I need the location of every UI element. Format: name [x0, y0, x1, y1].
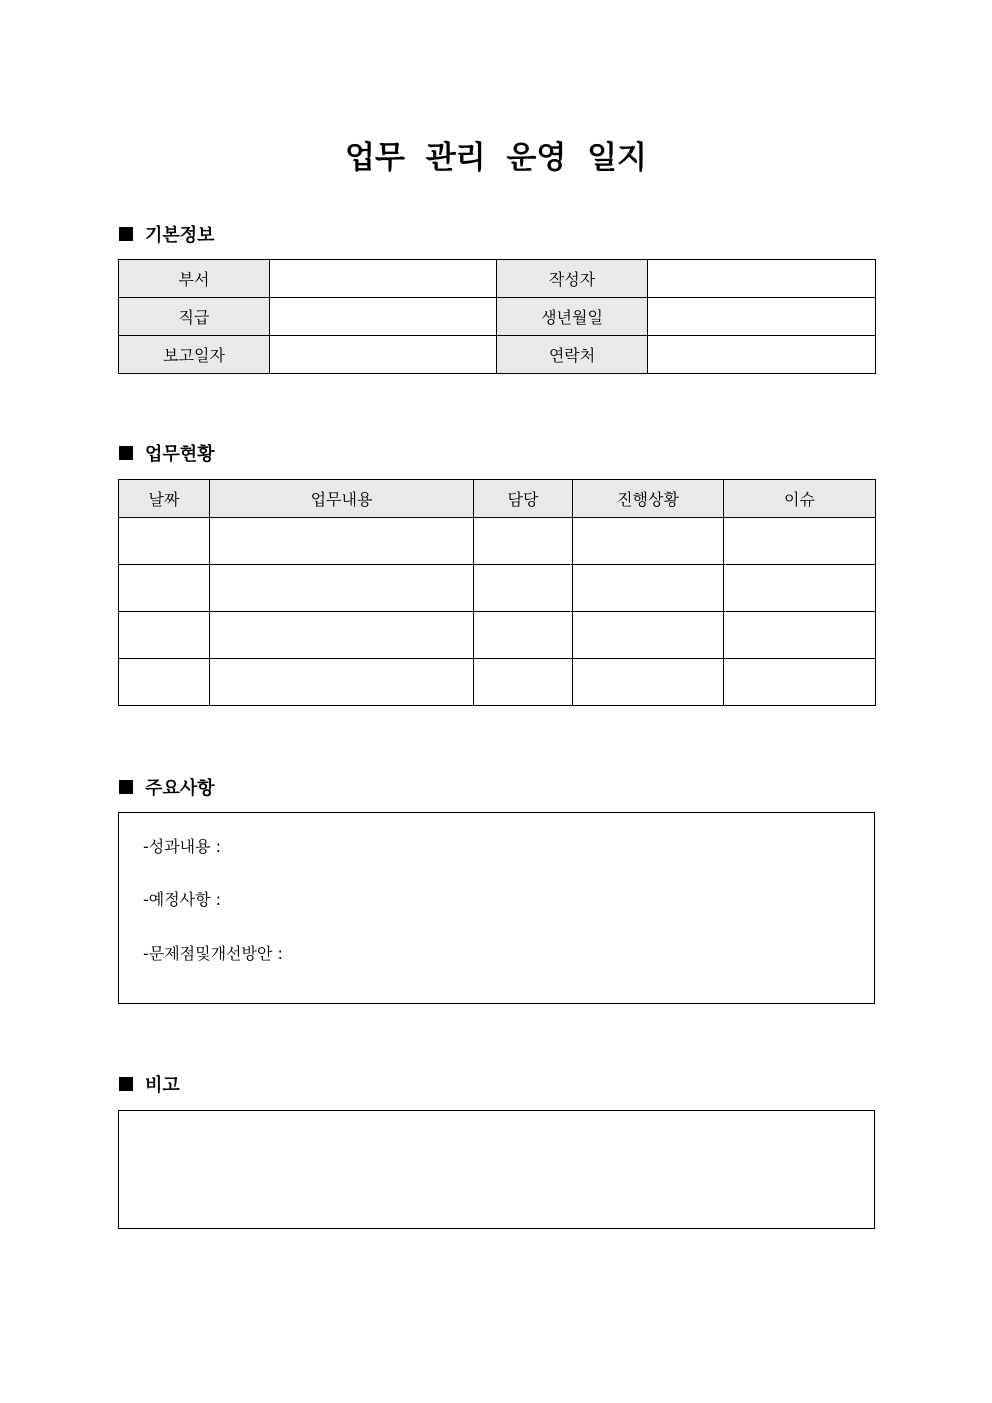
table-cell[interactable] — [119, 612, 210, 659]
department-label: 부서 — [119, 260, 270, 298]
basic-info-heading — [119, 221, 215, 247]
square-bullet-icon — [119, 227, 133, 241]
key-items-heading-text: 주요사항 — [145, 778, 215, 799]
table-cell[interactable] — [474, 518, 573, 565]
table-cell[interactable] — [724, 565, 876, 612]
column-header-date: 날짜 — [119, 480, 210, 518]
department-field[interactable] — [270, 260, 497, 298]
table-row — [119, 518, 876, 565]
table-cell[interactable] — [119, 659, 210, 706]
table-row — [119, 565, 876, 612]
table-cell[interactable] — [474, 659, 573, 706]
square-bullet-icon — [119, 1077, 133, 1091]
table-cell[interactable] — [119, 518, 210, 565]
square-bullet-icon — [119, 780, 133, 794]
table-cell[interactable] — [474, 612, 573, 659]
table-header-row — [119, 480, 876, 518]
remarks-heading — [119, 1071, 180, 1097]
issues-improvements-line: -문제점및개선방안 : — [143, 944, 283, 963]
table-row — [119, 659, 876, 706]
square-bullet-icon — [119, 446, 133, 460]
table-cell[interactable] — [210, 518, 474, 565]
author-field[interactable] — [648, 260, 876, 298]
remarks-heading-text: 비고 — [145, 1075, 180, 1096]
contact-label: 연락처 — [497, 336, 648, 374]
column-header-issue: 이슈 — [724, 480, 876, 518]
position-field[interactable] — [270, 298, 497, 336]
table-row — [119, 260, 876, 298]
basic-info-heading-text: 기본정보 — [145, 225, 215, 246]
table-cell[interactable] — [573, 612, 724, 659]
contact-field[interactable] — [648, 336, 876, 374]
table-cell[interactable] — [573, 659, 724, 706]
table-cell[interactable] — [210, 612, 474, 659]
page-title: 업무 관리 운영 일지 — [345, 140, 647, 176]
basic-info-table — [118, 259, 876, 374]
table-cell[interactable] — [573, 565, 724, 612]
position-label: 직급 — [119, 298, 270, 336]
work-status-table — [118, 479, 876, 706]
birthdate-field[interactable] — [648, 298, 876, 336]
table-row — [119, 612, 876, 659]
performance-line: -성과내용 : — [143, 837, 222, 856]
table-cell[interactable] — [573, 518, 724, 565]
column-header-content: 업무내용 — [210, 480, 474, 518]
table-cell[interactable] — [210, 565, 474, 612]
key-items-heading — [119, 774, 215, 800]
table-row — [119, 298, 876, 336]
table-cell[interactable] — [724, 518, 876, 565]
table-cell[interactable] — [724, 659, 876, 706]
author-label: 작성자 — [497, 260, 648, 298]
table-cell[interactable] — [724, 612, 876, 659]
work-status-heading-text: 업무현황 — [145, 444, 215, 465]
remarks-box[interactable] — [118, 1110, 875, 1229]
column-header-owner: 담당 — [474, 480, 573, 518]
schedule-line: -예정사항 : — [143, 890, 222, 909]
work-status-heading — [119, 440, 215, 466]
report-date-label: 보고일자 — [119, 336, 270, 374]
table-cell[interactable] — [474, 565, 573, 612]
table-cell[interactable] — [119, 565, 210, 612]
birthdate-label: 생년월일 — [497, 298, 648, 336]
table-row — [119, 336, 876, 374]
report-date-field[interactable] — [270, 336, 497, 374]
table-cell[interactable] — [210, 659, 474, 706]
key-items-box[interactable] — [118, 812, 875, 1004]
column-header-progress: 진행상황 — [573, 480, 724, 518]
